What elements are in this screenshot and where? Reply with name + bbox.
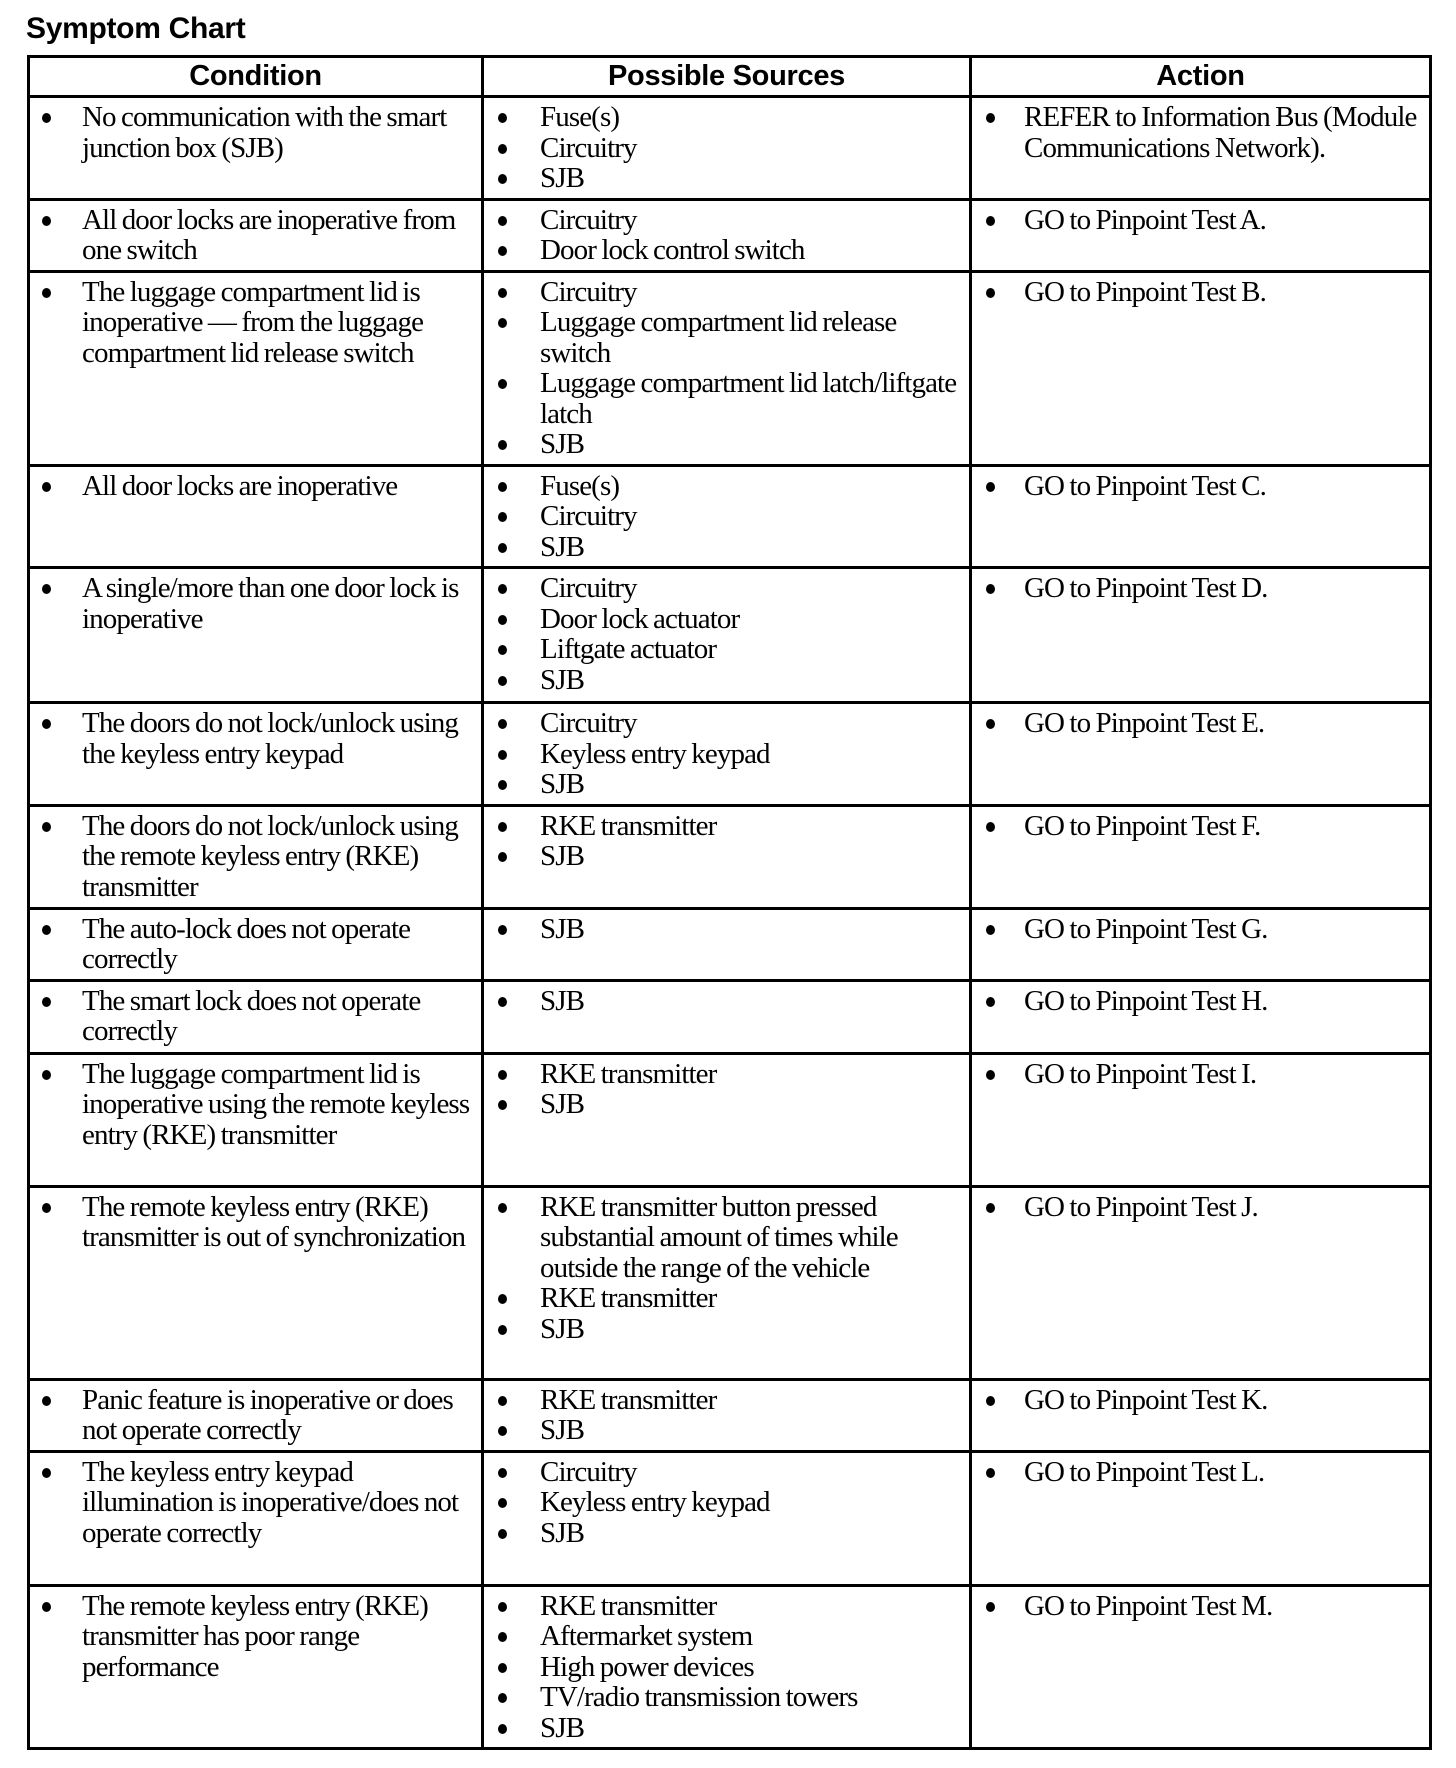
condition-item: The smart lock does not operate correctly bbox=[30, 986, 481, 1047]
table-row bbox=[29, 199, 1431, 271]
table-row bbox=[29, 980, 1431, 1053]
condition-cell bbox=[29, 465, 483, 568]
condition-cell bbox=[29, 1585, 483, 1749]
condition-list bbox=[30, 704, 481, 773]
possible-sources-cell bbox=[483, 271, 971, 465]
header-condition: Condition bbox=[29, 57, 483, 97]
action-list bbox=[972, 1381, 1429, 1420]
condition-cell bbox=[29, 703, 483, 806]
condition-item: The doors do not lock/unlock using the keyless entry keypad bbox=[30, 708, 481, 769]
source-item: Liftgate actuator bbox=[484, 634, 969, 665]
source-item: Circuitry bbox=[484, 573, 969, 604]
table-row bbox=[29, 271, 1431, 465]
action-list bbox=[972, 273, 1429, 312]
source-item: Door lock control switch bbox=[484, 235, 969, 266]
condition-item: The remote keyless entry (RKE) transmitter has poor range performance bbox=[30, 1591, 481, 1683]
action-list bbox=[972, 704, 1429, 743]
action-cell bbox=[971, 980, 1431, 1053]
action-list bbox=[972, 201, 1429, 240]
source-item: SJB bbox=[484, 986, 969, 1017]
possible-sources-cell bbox=[483, 465, 971, 568]
sources-list bbox=[484, 910, 969, 949]
action-list bbox=[972, 1587, 1429, 1626]
condition-cell bbox=[29, 1451, 483, 1585]
source-item: RKE transmitter bbox=[484, 1283, 969, 1314]
source-item: Circuitry bbox=[484, 708, 969, 739]
source-item: Keyless entry keypad bbox=[484, 1487, 969, 1518]
condition-item: The auto-lock does not operate correctly bbox=[30, 914, 481, 975]
possible-sources-cell bbox=[483, 568, 971, 703]
action-cell bbox=[971, 703, 1431, 806]
source-item: SJB bbox=[484, 532, 969, 563]
header-action: Action bbox=[971, 57, 1431, 97]
table-body bbox=[29, 97, 1431, 1749]
condition-cell bbox=[29, 568, 483, 703]
action-list bbox=[972, 1188, 1429, 1227]
condition-list bbox=[30, 910, 481, 979]
action-item: GO to Pinpoint Test L. bbox=[972, 1457, 1429, 1488]
table-row bbox=[29, 1451, 1431, 1585]
table-row bbox=[29, 703, 1431, 806]
condition-cell bbox=[29, 908, 483, 980]
condition-list bbox=[30, 1381, 481, 1450]
action-item: GO to Pinpoint Test H. bbox=[972, 986, 1429, 1017]
condition-list bbox=[30, 467, 481, 506]
action-cell bbox=[971, 97, 1431, 200]
sources-list bbox=[484, 1188, 969, 1349]
action-cell bbox=[971, 1451, 1431, 1585]
action-list bbox=[972, 467, 1429, 506]
source-item: SJB bbox=[484, 1314, 969, 1345]
page-title: Symptom Chart bbox=[26, 12, 246, 45]
header-possible-sources: Possible Sources bbox=[483, 57, 971, 97]
action-cell bbox=[971, 1379, 1431, 1451]
action-list bbox=[972, 1055, 1429, 1094]
possible-sources-cell bbox=[483, 1186, 971, 1379]
possible-sources-cell bbox=[483, 703, 971, 806]
source-item: SJB bbox=[484, 163, 969, 194]
condition-cell bbox=[29, 980, 483, 1053]
action-list bbox=[972, 982, 1429, 1021]
condition-item: The luggage compartment lid is inoperative — from the luggage compartment lid release switch bbox=[30, 277, 481, 369]
source-item: Aftermarket system bbox=[484, 1621, 969, 1652]
table-row bbox=[29, 1585, 1431, 1749]
condition-cell bbox=[29, 1186, 483, 1379]
source-item: SJB bbox=[484, 769, 969, 800]
action-cell bbox=[971, 805, 1431, 908]
possible-sources-cell bbox=[483, 908, 971, 980]
condition-list bbox=[30, 569, 481, 638]
source-item: SJB bbox=[484, 841, 969, 872]
sources-list bbox=[484, 1381, 969, 1450]
source-item: SJB bbox=[484, 429, 969, 460]
source-item: TV/radio transmission towers bbox=[484, 1682, 969, 1713]
source-item: SJB bbox=[484, 914, 969, 945]
action-item: GO to Pinpoint Test B. bbox=[972, 277, 1429, 308]
source-item: Luggage compartment lid release switch bbox=[484, 307, 969, 368]
action-cell bbox=[971, 1053, 1431, 1186]
condition-cell bbox=[29, 805, 483, 908]
source-item: RKE transmitter bbox=[484, 811, 969, 842]
source-item: Fuse(s) bbox=[484, 471, 969, 502]
sources-list bbox=[484, 1587, 969, 1748]
source-item: Circuitry bbox=[484, 501, 969, 532]
source-item: SJB bbox=[484, 665, 969, 696]
table-row bbox=[29, 1186, 1431, 1379]
condition-item: The keyless entry keypad illumination is inoperative/does not operate correctly bbox=[30, 1457, 481, 1549]
action-item: GO to Pinpoint Test K. bbox=[972, 1385, 1429, 1416]
sources-list bbox=[484, 704, 969, 804]
action-list bbox=[972, 1453, 1429, 1492]
possible-sources-cell bbox=[483, 1585, 971, 1749]
source-item: Door lock actuator bbox=[484, 604, 969, 635]
action-item: GO to Pinpoint Test E. bbox=[972, 708, 1429, 739]
condition-list bbox=[30, 1055, 481, 1155]
condition-list bbox=[30, 273, 481, 373]
possible-sources-cell bbox=[483, 1451, 971, 1585]
condition-cell bbox=[29, 1053, 483, 1186]
condition-list bbox=[30, 1453, 481, 1553]
source-item: Circuitry bbox=[484, 277, 969, 308]
source-item: Luggage compartment lid latch/liftgate latch bbox=[484, 368, 969, 429]
source-item: RKE transmitter bbox=[484, 1591, 969, 1622]
sources-list bbox=[484, 982, 969, 1021]
source-item: RKE transmitter bbox=[484, 1059, 969, 1090]
condition-list bbox=[30, 1587, 481, 1687]
condition-list bbox=[30, 98, 481, 167]
source-item: SJB bbox=[484, 1713, 969, 1744]
sources-list bbox=[484, 467, 969, 567]
action-item: GO to Pinpoint Test C. bbox=[972, 471, 1429, 502]
action-cell bbox=[971, 1585, 1431, 1749]
condition-item: All door locks are inoperative bbox=[30, 471, 481, 502]
action-cell bbox=[971, 1186, 1431, 1379]
source-item: Circuitry bbox=[484, 1457, 969, 1488]
possible-sources-cell bbox=[483, 1379, 971, 1451]
possible-sources-cell bbox=[483, 805, 971, 908]
condition-item: No communication with the smart junction box (SJB) bbox=[30, 102, 481, 163]
condition-item: All door locks are inoperative from one switch bbox=[30, 205, 481, 266]
action-item: GO to Pinpoint Test J. bbox=[972, 1192, 1429, 1223]
sources-list bbox=[484, 807, 969, 876]
source-item: High power devices bbox=[484, 1652, 969, 1683]
action-cell bbox=[971, 568, 1431, 703]
sources-list bbox=[484, 98, 969, 198]
condition-item: A single/more than one door lock is inoperative bbox=[30, 573, 481, 634]
action-cell bbox=[971, 271, 1431, 465]
source-item: Fuse(s) bbox=[484, 102, 969, 133]
table-row bbox=[29, 1053, 1431, 1186]
action-list bbox=[972, 910, 1429, 949]
table-header-row bbox=[29, 57, 1431, 97]
table-row bbox=[29, 465, 1431, 568]
possible-sources-cell bbox=[483, 980, 971, 1053]
source-item: SJB bbox=[484, 1415, 969, 1446]
condition-item: The luggage compartment lid is inoperative using the remote keyless entry (RKE) transmitter bbox=[30, 1059, 481, 1151]
sources-list bbox=[484, 201, 969, 270]
condition-cell bbox=[29, 271, 483, 465]
condition-list bbox=[30, 982, 481, 1051]
condition-item: Panic feature is inoperative or does not operate correctly bbox=[30, 1385, 481, 1446]
condition-cell bbox=[29, 97, 483, 200]
condition-list bbox=[30, 807, 481, 907]
sources-list bbox=[484, 273, 969, 464]
action-item: GO to Pinpoint Test F. bbox=[972, 811, 1429, 842]
condition-list bbox=[30, 201, 481, 270]
condition-item: The doors do not lock/unlock using the remote keyless entry (RKE) transmitter bbox=[30, 811, 481, 903]
action-item: GO to Pinpoint Test I. bbox=[972, 1059, 1429, 1090]
table-row bbox=[29, 1379, 1431, 1451]
action-item: GO to Pinpoint Test G. bbox=[972, 914, 1429, 945]
action-list bbox=[972, 807, 1429, 846]
sources-list bbox=[484, 1453, 969, 1553]
action-item: GO to Pinpoint Test M. bbox=[972, 1591, 1429, 1622]
source-item: SJB bbox=[484, 1089, 969, 1120]
action-item: GO to Pinpoint Test D. bbox=[972, 573, 1429, 604]
table-row bbox=[29, 805, 1431, 908]
action-list bbox=[972, 569, 1429, 608]
condition-cell bbox=[29, 1379, 483, 1451]
source-item: RKE transmitter bbox=[484, 1385, 969, 1416]
condition-cell bbox=[29, 199, 483, 271]
source-item: Keyless entry keypad bbox=[484, 739, 969, 770]
table-row bbox=[29, 97, 1431, 200]
action-item: REFER to Information Bus (Module Communications Network). bbox=[972, 102, 1429, 163]
action-cell bbox=[971, 465, 1431, 568]
table-row bbox=[29, 908, 1431, 980]
sources-list bbox=[484, 1055, 969, 1124]
sources-list bbox=[484, 569, 969, 699]
source-item: SJB bbox=[484, 1518, 969, 1549]
possible-sources-cell bbox=[483, 199, 971, 271]
action-cell bbox=[971, 908, 1431, 980]
action-cell bbox=[971, 199, 1431, 271]
action-item: GO to Pinpoint Test A. bbox=[972, 205, 1429, 236]
source-item: RKE transmitter button pressed substantial amount of times while outside the range of the vehicle bbox=[484, 1192, 969, 1284]
condition-item: The remote keyless entry (RKE) transmitter is out of synchronization bbox=[30, 1192, 481, 1253]
action-list bbox=[972, 98, 1429, 167]
possible-sources-cell bbox=[483, 1053, 971, 1186]
possible-sources-cell bbox=[483, 97, 971, 200]
table-row bbox=[29, 568, 1431, 703]
source-item: Circuitry bbox=[484, 133, 969, 164]
source-item: Circuitry bbox=[484, 205, 969, 236]
symptom-chart-table bbox=[27, 55, 1432, 1750]
condition-list bbox=[30, 1188, 481, 1257]
